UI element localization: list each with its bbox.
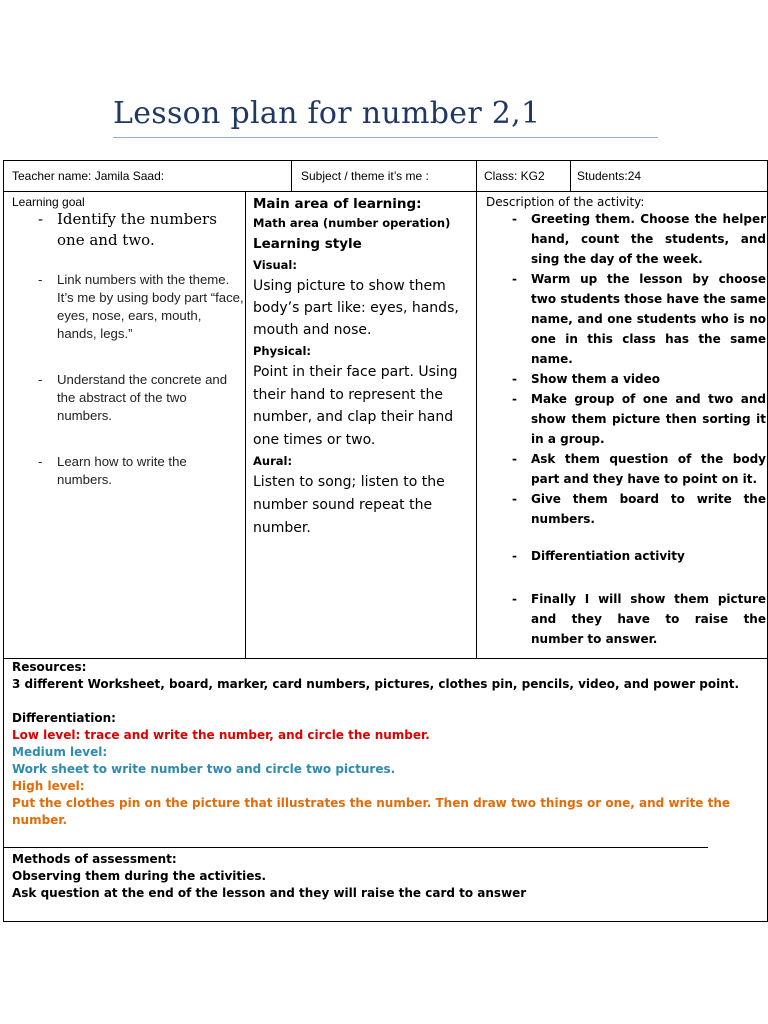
activity-item: - Greeting them. Choose the helper hand, count the students, and sing the day of the week.	[486, 209, 766, 269]
medium-level-label: Medium level:	[12, 745, 108, 759]
students-count: Students:24	[577, 169, 642, 183]
learning-goal-label: Learning goal	[12, 195, 85, 209]
page-title: Lesson plan for number 2,1	[113, 96, 541, 131]
col-divider	[570, 161, 571, 191]
title-underline	[113, 137, 658, 138]
aural-label: Aural:	[253, 454, 293, 468]
physical-label: Physical:	[253, 344, 312, 358]
description-cell	[486, 195, 766, 649]
class-label: Class: KG2	[484, 169, 545, 183]
main-area-heading: Main area of learning:	[253, 196, 422, 212]
activity-list	[486, 209, 766, 649]
goal-item: - Learn how to write the numbers.	[12, 453, 244, 489]
goal-item: - Understand the concrete and the abstract of the two numbers.	[12, 371, 244, 425]
low-level-text: Low level: trace and write the number, and circle the number.	[12, 728, 430, 742]
aural-text: Listen to song; listen to the number sound repeat the number.	[253, 474, 445, 536]
activity-item: - Finally I will show them picture and they have to raise the number to answer.	[486, 589, 766, 649]
goal-item: - Identify the numbers one and two.	[12, 209, 244, 251]
col-divider	[245, 191, 246, 658]
resources-section	[12, 659, 762, 829]
row-divider	[4, 191, 767, 192]
visual-text: Using picture to show them body’s part like: eyes, hands, mouth and nose.	[253, 278, 459, 338]
high-level-text: Put the clothes pin on the picture that illustrates the number. Then draw two things or one, and write the number.	[12, 796, 731, 827]
learning-style-heading: Learning style	[253, 236, 362, 252]
lesson-plan-table	[3, 160, 768, 922]
resources-text: 3 different Worksheet, board, marker, card numbers, pictures, clothes pin, pencils, video, and power point.	[12, 677, 740, 691]
learning-goal-list	[12, 209, 244, 489]
goal-item: - Link numbers with the theme. It’s me by using body part “face, eyes, nose, ears, mouth, hands, legs.”	[12, 271, 244, 343]
visual-label: Visual:	[253, 258, 297, 272]
col-divider	[476, 161, 477, 658]
resources-label: Resources:	[12, 660, 87, 674]
physical-text: Point in their face part. Using their hand to represent the number, and clap their hand one times or two.	[253, 364, 458, 448]
assessment-label: Methods of assessment:	[12, 852, 177, 866]
assessment-line: Ask question at the end of the lesson and they will raise the card to answer	[12, 886, 527, 900]
row-divider	[4, 847, 708, 848]
learning-goal-cell	[12, 195, 244, 489]
description-label: Description of the activity:	[486, 195, 645, 209]
teacher-name: Teacher name: Jamila Saad:	[12, 169, 165, 183]
high-level-label: High level:	[12, 779, 85, 793]
assessment-section	[12, 851, 762, 902]
assessment-line: Observing them during the activities.	[12, 869, 267, 883]
activity-item: - Ask them question of the body part and they have to point on it.	[486, 449, 766, 489]
activity-item: - Differentiation activity	[486, 546, 766, 566]
differentiation-label: Differentiation:	[12, 711, 116, 725]
medium-level-text: Work sheet to write number two and circle two pictures.	[12, 762, 396, 776]
activity-item: - Show them a video	[486, 369, 766, 389]
subject-theme: Subject / theme it’s me :	[301, 169, 429, 183]
activity-item: - Warm up the lesson by choose two students those have the same name, and one students who is no one in this class has the same name.	[486, 269, 766, 369]
math-area: Math area (number operation)	[253, 216, 451, 230]
col-divider	[291, 161, 292, 191]
activity-item: - Make group of one and two and show them picture then sorting it in a group.	[486, 389, 766, 449]
main-area-cell	[253, 195, 475, 540]
activity-item: - Give them board to write the numbers.	[486, 489, 766, 529]
